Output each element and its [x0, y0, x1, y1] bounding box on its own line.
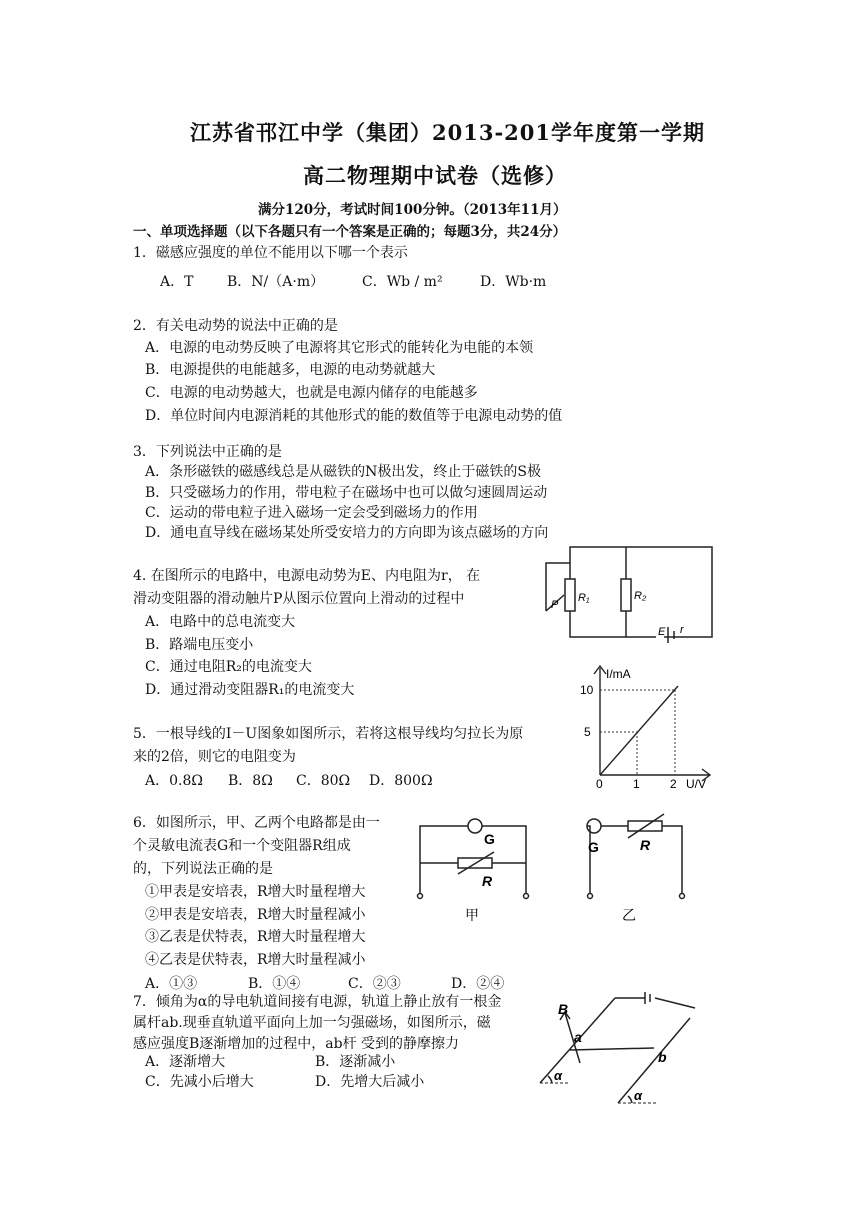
q6-fig-r2: R — [640, 837, 651, 853]
q5-fig-y10: 10 — [580, 683, 594, 697]
q5-option-b[interactable]: B．8Ω — [228, 773, 273, 789]
q1-stem: 1．磁感应强度的单位不能用以下哪一个表示 — [133, 245, 408, 261]
q5-fig-x0: 0 — [596, 777, 603, 790]
q6-fig-yi: 乙 — [622, 907, 636, 923]
q4-option-c[interactable]: C．通过电阻R₂的电流变大 — [145, 659, 312, 675]
q6-circuits-diagram — [410, 808, 700, 933]
q2-option-a[interactable]: A．电源的电动势反映了电源将其它形式的能转化为电能的本领 — [145, 340, 534, 356]
exam-meta: 满分120分，考试时间100分钟。（2013年11月） — [258, 202, 567, 218]
q7-fig-alpha1: α — [554, 1068, 563, 1083]
q4-option-d[interactable]: D．通过滑动变阻器R₁的电流变大 — [145, 682, 355, 698]
q6-option-c[interactable]: C．②③ — [348, 976, 401, 992]
q5-stem-line2: 来的2倍，则它的电阻变为 — [133, 749, 296, 765]
q3-option-a[interactable]: A．条形磁铁的磁感线总是从磁铁的N极出发，终止于磁铁的S极 — [145, 464, 541, 480]
q7-fig-a: a — [574, 1029, 582, 1045]
q4-option-b[interactable]: B．路端电压变小 — [145, 637, 254, 653]
q5-option-a[interactable]: A．0.8Ω — [145, 773, 203, 789]
q7-fig-b: B — [558, 1001, 569, 1017]
q6-option-b[interactable]: B．①④ — [248, 976, 301, 992]
q4-fig-r: r — [680, 624, 684, 636]
q7-stem-line1: 7．倾角为α的导电轨道间接有电源，轨道上静止放有一根金 — [133, 994, 502, 1010]
q7-fig-alpha2: α — [634, 1088, 643, 1103]
q1-option-a[interactable]: A．T — [160, 274, 194, 290]
q7-stem-line2: 属杆ab.现垂直轨道平面向上加一匀强磁场，如图所示，磁 — [133, 1015, 491, 1031]
q4-fig-r1: R₁ — [578, 592, 590, 604]
q1-option-b[interactable]: B．N/（A·m） — [227, 274, 325, 290]
q3-option-b[interactable]: B．只受磁场力的作用，带电粒子在磁场中也可以做匀速圆周运动 — [145, 485, 548, 501]
q6-fig-g2: G — [588, 839, 599, 855]
q5-fig-ylabel: I/mA — [606, 667, 631, 681]
q4-option-a[interactable]: A．电路中的总电流变大 — [145, 614, 296, 630]
q1-option-d[interactable]: D．Wb·m — [480, 274, 547, 290]
q3-option-d[interactable]: D．通电直导线在磁场某处所受安培力的方向即为该点磁场的方向 — [145, 525, 549, 541]
q5-stem-line1: 5．一根导线的I－U图象如图所示，若将这根导线均匀拉长为原 — [133, 726, 524, 742]
q7-fig-bb: b — [658, 1049, 667, 1065]
q7-stem-line3: 感应强度B逐渐增加的过程中，ab杆 受到的静摩擦力 — [133, 1036, 460, 1052]
q6-stem-line2: 个灵敏电流表G和一个变阻器R组成 — [133, 838, 351, 854]
q7-option-c[interactable]: C．先减小后增大 — [145, 1074, 254, 1090]
q4-circuit-diagram — [540, 543, 720, 643]
q6-option-a[interactable]: A．①③ — [145, 976, 198, 992]
q6-item-1: ①甲表是安培表，R增大时量程增大 — [145, 884, 366, 900]
q4-stem-line1: 4. 在图所示的电路中，电源电动势为E、内电阻为r， 在 — [133, 568, 481, 584]
q5-fig-xlabel: U/V — [686, 777, 707, 790]
q6-item-3: ③乙表是伏特表，R增大时量程增大 — [145, 929, 366, 945]
q3-option-c[interactable]: C．运动的带电粒子进入磁场一定会受到磁场力的作用 — [145, 505, 478, 521]
q5-option-d[interactable]: D．800Ω — [369, 773, 433, 789]
q7-incline-diagram — [530, 988, 700, 1108]
q5-iu-graph — [560, 660, 720, 790]
q6-fig-jia: 甲 — [465, 907, 479, 923]
q1-option-c[interactable]: C．Wb / m² — [362, 274, 443, 290]
q2-option-d[interactable]: D．单位时间内电源消耗的其他形式的能的数值等于电源电动势的值 — [145, 408, 563, 424]
q2-stem: 2．有关电动势的说法中正确的是 — [133, 318, 338, 334]
q6-fig-g1: G — [484, 831, 495, 847]
q2-option-c[interactable]: C．电源的电动势越大，也就是电源内储存的电能越多 — [145, 385, 478, 401]
q4-fig-e: E — [658, 626, 666, 638]
q7-option-d[interactable]: D．先增大后减小 — [315, 1074, 425, 1090]
q6-item-4: ④乙表是伏特表，R增大时量程减小 — [145, 952, 366, 968]
document-title: 江苏省邗江中学（集团）2013-201学年度第一学期 — [190, 120, 705, 145]
q6-option-d[interactable]: D．②④ — [451, 976, 505, 992]
q4-stem-line2: 滑动变阻器的滑动触片P从图示位置向上滑动的过程中 — [133, 591, 465, 607]
q7-option-a[interactable]: A．逐渐增大 — [145, 1054, 226, 1070]
q5-fig-y5: 5 — [584, 725, 591, 739]
q5-option-c[interactable]: C．80Ω — [296, 773, 351, 789]
q6-fig-r1: R — [482, 873, 493, 889]
q2-option-b[interactable]: B．电源提供的电能越多，电源的电动势就越大 — [145, 362, 436, 378]
section-heading: 一、单项选择题（以下各题只有一个答案是正确的；每题3分，共24分） — [133, 224, 567, 240]
q7-option-b[interactable]: B．逐渐减小 — [315, 1054, 396, 1070]
q3-stem: 3．下列说法中正确的是 — [133, 444, 282, 460]
q6-stem-line3: 的，下列说法正确的是 — [133, 861, 273, 877]
q5-fig-x1: 1 — [633, 777, 640, 790]
q5-fig-x2: 2 — [670, 777, 677, 790]
q6-item-2: ②甲表是安培表，R增大时量程减小 — [145, 907, 366, 923]
q4-fig-p: P — [551, 599, 559, 611]
q4-fig-r2: R₂ — [634, 590, 647, 602]
document-subtitle: 高二物理期中试卷（选修） — [303, 163, 567, 188]
q6-stem-line1: 6．如图所示，甲、乙两个电路都是由一 — [133, 815, 380, 831]
